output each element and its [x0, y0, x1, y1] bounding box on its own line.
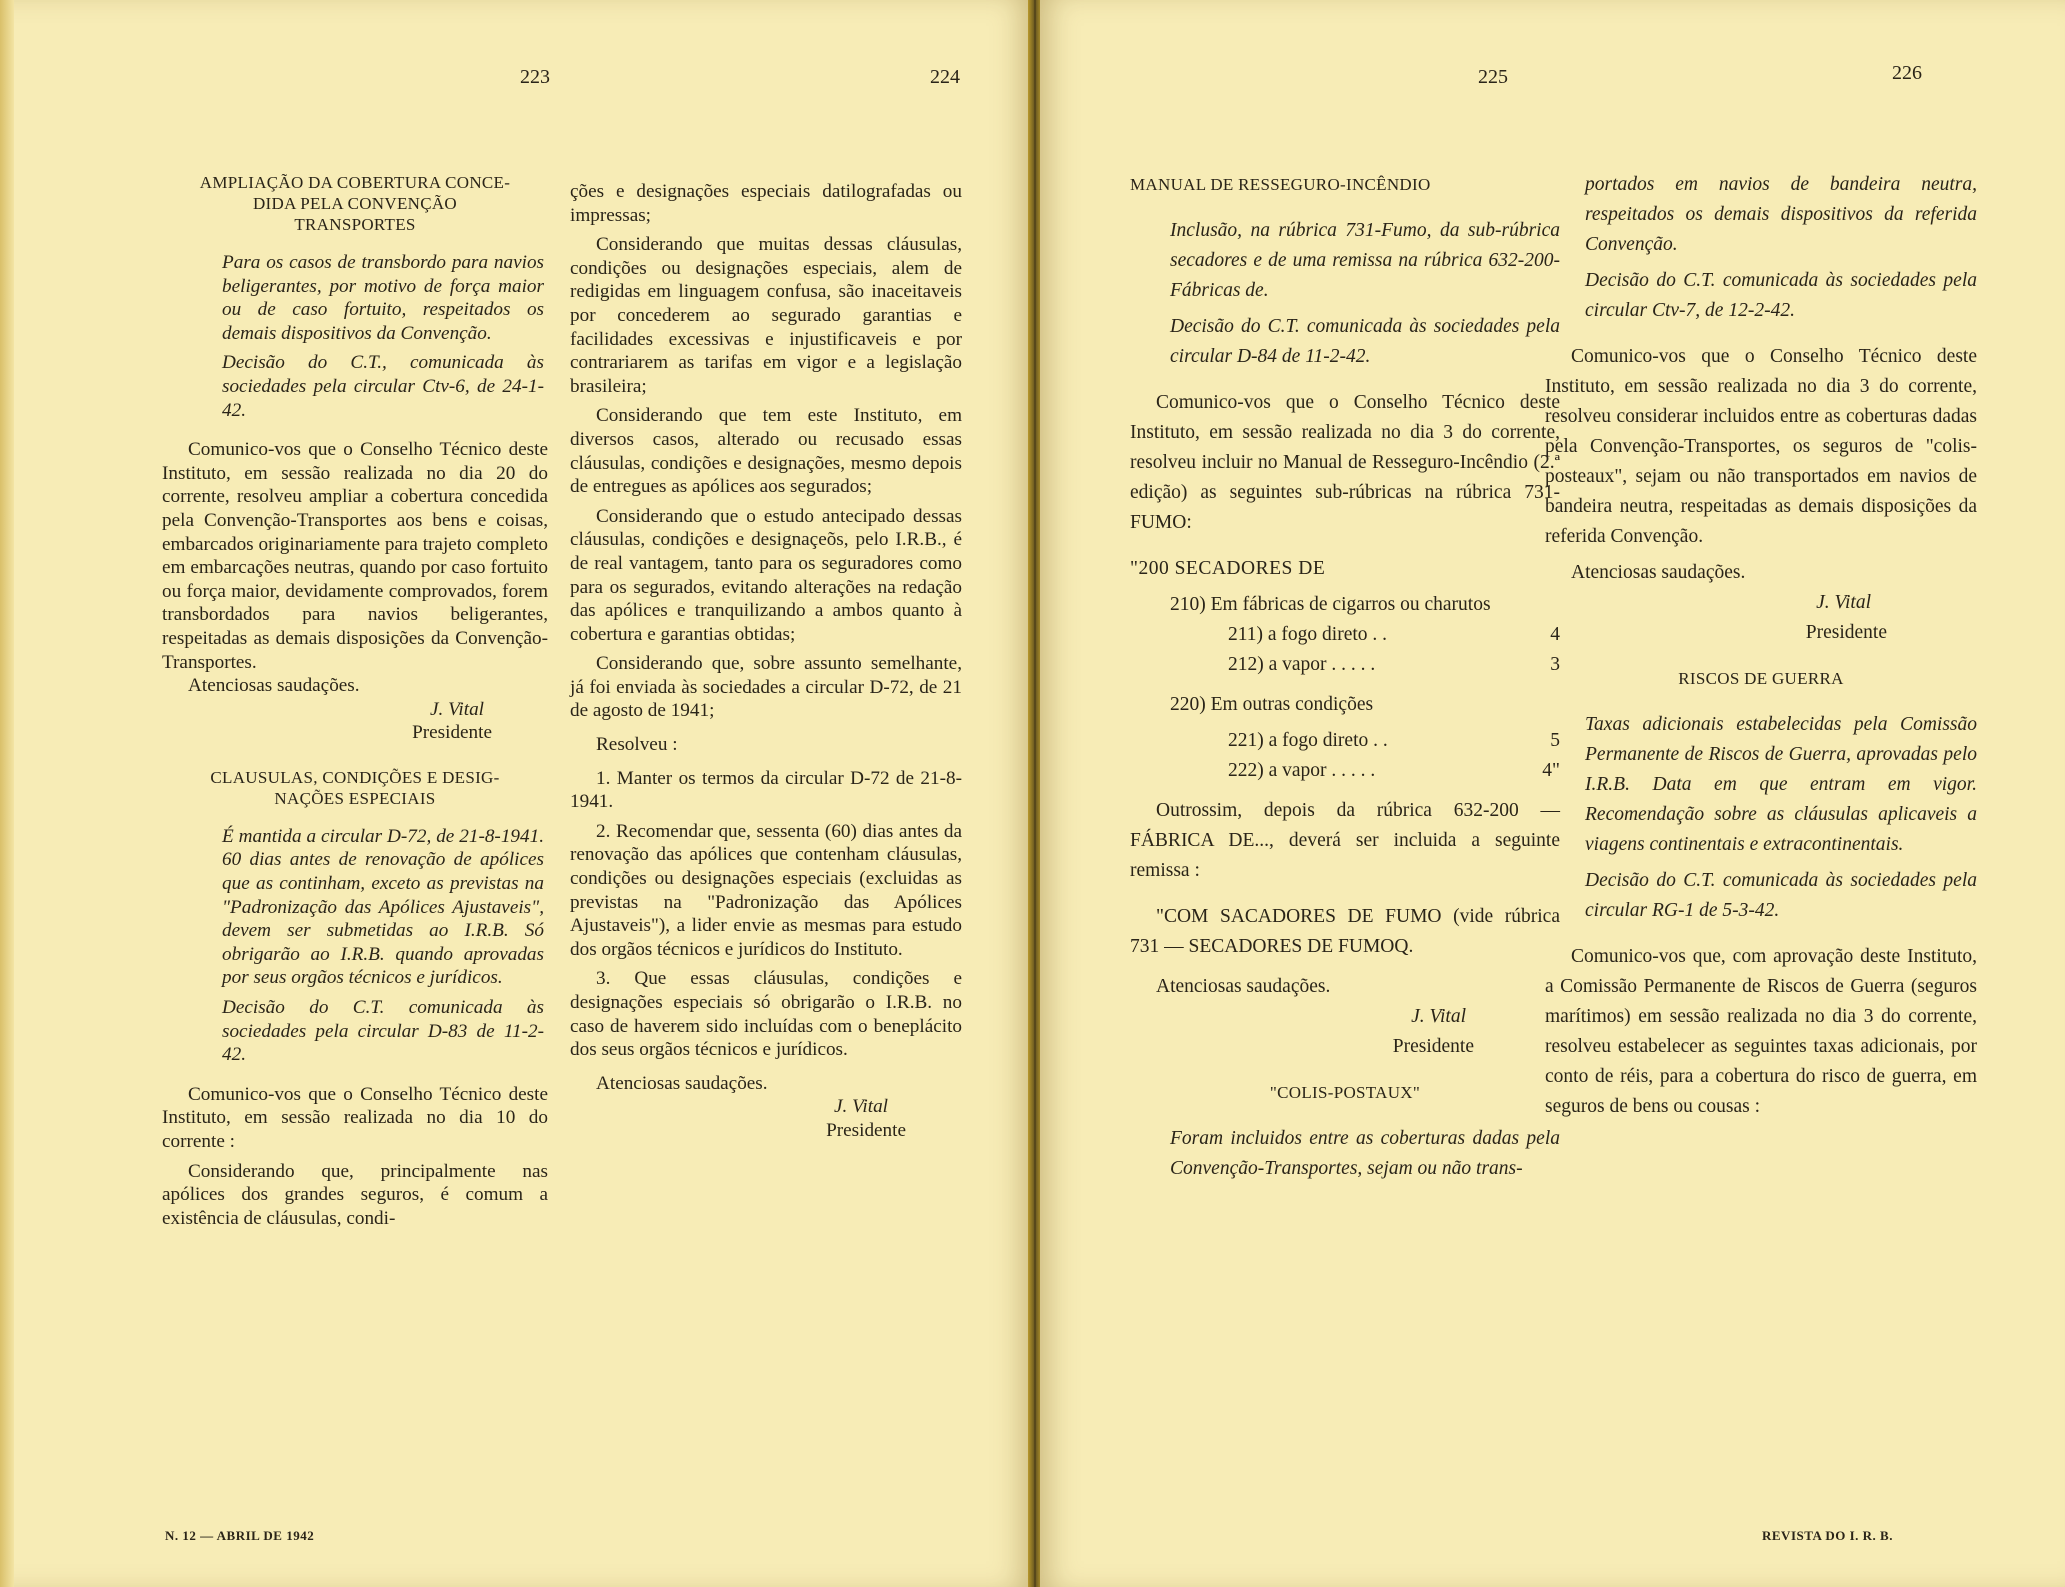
resolution-item: 1. Manter os termos da circular D-72 de 21-8-1941. — [570, 767, 962, 813]
page-number-226: 226 — [1892, 62, 1922, 84]
signature-title: Presidente — [1392, 1036, 1474, 1057]
body-paragraph: Comunico-vos que o Conselho Técnico deste Instituto, em sessão realizada no dia 3 do corrente, resolveu incluir no Manual de Resseguro-Incêndio (2.ª edição) as seguintes sub-rúbricas na rúbrica 731-FUMO: — [1130, 392, 1560, 533]
decision: Decisão do C.T. comunicada às sociedades pela circular RG-1 de 5-3-42. — [1585, 870, 1977, 921]
right-page — [1040, 0, 2065, 1587]
list-item-value: 3 — [1550, 654, 1560, 675]
list-item: 220) Em outras condições — [1170, 694, 1374, 715]
sub-list — [1130, 726, 1560, 786]
footer-issue: N. 12 — ABRIL DE 1942 — [165, 1528, 315, 1543]
decision: Decisão do C.T., comunicada às sociedades pela circular Ctv-6, de 24-1-42. — [222, 352, 544, 421]
list-item-value: 4 — [1550, 624, 1560, 645]
quote: "COM SACADORES DE FUMO (vide rúbrica 731 — SECADORES DE FUMOQ. — [1130, 906, 1560, 957]
greeting: Atenciosas saudações. — [188, 675, 360, 697]
summary: Inclusão, na rúbrica 731-Fumo, da sub-rúbrica secadores e de uma remissa na rúbrica 632-200-Fábricas de. — [1170, 220, 1560, 301]
decision: Decisão do C.T. comunicada às sociedades pela circular D-84 de 11-2-42. — [1170, 316, 1560, 367]
page-number-225: 225 — [1478, 66, 1508, 88]
body-paragraph: Resolveu : — [596, 734, 678, 756]
column-1 — [162, 172, 548, 1230]
heading-line: CLAUSULAS, CONDIÇÕES E DESIG- — [210, 767, 500, 787]
heading-line: NAÇÕES ESPECIAIS — [274, 788, 436, 808]
body-paragraph: Comunico-vos que o Conselho Técnico deste Instituto, em sessão realizada no dia 3 do corrente, resolveu considerar incluidos entre as coberturas dadas pela Convenção-Transportes, os seguros de "colis-posteaux", sejam ou não transportados em navios de bandeira neutra, respeitadas as demais disposições da referida Convenção. — [1545, 346, 1977, 547]
heading-line: RISCOS DE GUERRA — [1678, 669, 1844, 688]
signature-title: Presidente — [1805, 622, 1887, 643]
decision: Decisão do C.T. comunicada às sociedades pela circular Ctv-7, de 12-2-42. — [1585, 270, 1977, 321]
body-paragraph: Considerando que, sobre assunto semelhante, já foi enviada às sociedades a circular D-72, de 21 de agosto de 1941; — [570, 653, 962, 722]
list-item — [1228, 620, 1560, 650]
list-item-value: 5 — [1550, 730, 1560, 751]
greeting: Atenciosas saudações. — [596, 1072, 768, 1094]
body-paragraph: Considerando que tem este Instituto, em diversos casos, alterado ou recusado essas cláusulas, condições e designações, mesmo depois de entregues as apólices aos segurados; — [570, 405, 962, 498]
decision: Decisão do C.T. comunicada às sociedades pela circular D-83 de 11-2-42. — [222, 997, 544, 1066]
list-item — [1228, 726, 1560, 756]
resolution-item: 2. Recomendar que, sessenta (60) dias antes da renovação das apólices que contenham cláusulas, condições ou designações especiais (excluidas as previstas na "Padronização das Apólices Ajustaveis"), a lider envie as mesmas para estudo dos orgãos técnicos e jurídicos do Instituto. — [570, 820, 962, 960]
body-paragraph: Outrossim, depois da rúbrica 632-200 — FÁBRICA DE..., deverá ser incluida a seguinte remissa : — [1130, 800, 1560, 881]
heading-line: TRANSPORTES — [294, 215, 416, 234]
list-item-label: 211) a fogo direto . . — [1228, 624, 1388, 645]
column-4 — [1545, 170, 1977, 1122]
page-edge — [0, 0, 14, 1587]
greeting: Atenciosas saudações. — [1571, 562, 1746, 583]
list-item-label: 221) a fogo direto . . — [1228, 730, 1388, 751]
signature-title: Presidente — [412, 722, 492, 744]
signature: J. Vital — [1816, 592, 1871, 613]
body-paragraph: Considerando que o estudo antecipado dessas cláusulas, condições e designaçeõs, pelo I.R.B., é de real vantagem, tanto para os seguradores como para os segurados, evitando alterações na redação das apólices e tranquilizando a ambos quanto à cobertura e garantias obtidas; — [570, 505, 962, 645]
summary: Foram incluidos entre as coberturas dadas pela Convenção-Transportes, sejam ou não trans- — [1170, 1128, 1560, 1179]
body-paragraph: Comunico-vos que o Conselho Técnico deste Instituto, em sessão realizada no dia 20 do corrente, resolveu ampliar a cobertura concedida pela Convenção-Transportes aos bens e coisas, embarcados originariamente para trajeto completo em embarcações neutras, quando por caso fortuito ou força maior, devidamente comprovados, forem transbordados para navios beligerantes, respeitadas as demais disposições da Convenção-Transportes. — [162, 439, 548, 673]
body-paragraph: ções e designações especiais datilografadas ou impressas; — [570, 181, 962, 226]
sub-list — [1130, 620, 1560, 680]
signature: J. Vital — [1411, 1006, 1466, 1027]
summary: Para os casos de transbordo para navios beligerantes, por motivo de força maior ou de caso fortuito, respeitados os demais dispositivos da Convenção. — [222, 252, 544, 344]
column-2 — [570, 180, 962, 1143]
column-3 — [1130, 170, 1560, 1184]
list-heading: "200 SECADORES DE — [1130, 558, 1326, 579]
body-paragraph: Considerando que, principalmente nas apólices dos grandes seguros, é comum a existência de cláusulas, condi- — [162, 1160, 548, 1229]
heading-line: DIDA PELA CONVENÇÃO — [252, 194, 458, 213]
heading-line: "COLIS-POSTAUX" — [1269, 1083, 1421, 1102]
summary: É mantida a circular D-72, de 21-8-1941. 60 dias antes de renovação de apólices que as continham, exceto as previstas na "Padronização das Apólices Ajustaveis", devem ser submetidas ao I.R.B. Só obrigarão ao I.R.B. quando aprovadas por seus orgãos técnicos e jurídicos. — [222, 825, 544, 989]
greeting: Atenciosas saudações. — [1156, 976, 1331, 997]
summary: portados em navios de bandeira neutra, respeitados os demais dispositivos da referida Convenção. — [1585, 174, 1977, 255]
body-paragraph: Comunico-vos que o Conselho Técnico deste Instituto, em sessão realizada no dia 10 do corrente : — [162, 1083, 548, 1152]
list-item-value: 4" — [1542, 760, 1560, 781]
left-page — [0, 0, 1030, 1587]
body-paragraph: Considerando que muitas dessas cláusulas, condições ou designações especiais, alem de redigidas em linguagem confusa, são inaceitaveis por concederem ao segurado garantias e facilidades excessivas e injustificaveis e por contrariarem as tarifas em vigor e a legislação brasileira; — [570, 234, 962, 397]
list-item-label: 222) a vapor . . . . . — [1228, 760, 1376, 781]
list-item — [1228, 650, 1560, 680]
page-number-223: 223 — [520, 66, 550, 88]
signature: J. Vital — [834, 1096, 888, 1118]
signature-title: Presidente — [826, 1119, 906, 1141]
list-item — [1228, 756, 1560, 786]
heading-line: AMPLIAÇÃO DA COBERTURA CONCE- — [199, 173, 511, 192]
list-item: 210) Em fábricas de cigarros ou charutos — [1170, 594, 1491, 615]
footer-journal: REVISTA DO I. R. B. — [1762, 1528, 1893, 1543]
body-paragraph: Comunico-vos que, com aprovação deste Instituto, a Comissão Permanente de Riscos de Guerra (seguros marítimos) em sessão realizada no dia 3 do corrente, resolveu estabelecer as seguintes taxas adicionais, por conto de réis, para a cobertura do risco de guerra, em seguros de bens ou cousas : — [1545, 946, 1977, 1117]
signature: J. Vital — [430, 698, 484, 720]
summary: Taxas adicionais estabelecidas pela Comissão Permanente de Riscos de Guerra, aprovadas pelo I.R.B. Data em que entram em vigor. Recomendação sobre as cláusulas aplicaveis a viagens continentais e extracontinentais. — [1585, 714, 1977, 855]
page-number-224: 224 — [930, 66, 960, 88]
heading-line: MANUAL DE RESSEGURO-INCÊNDIO — [1130, 175, 1431, 194]
resolution-item: 3. Que essas cláusulas, condições e designações especiais só obrigarão o I.R.B. no caso de haverem sido incluídas com o beneplácito dos seus orgãos técnicos e jurídicos. — [570, 968, 962, 1061]
list-item-label: 212) a vapor . . . . . — [1228, 654, 1376, 675]
